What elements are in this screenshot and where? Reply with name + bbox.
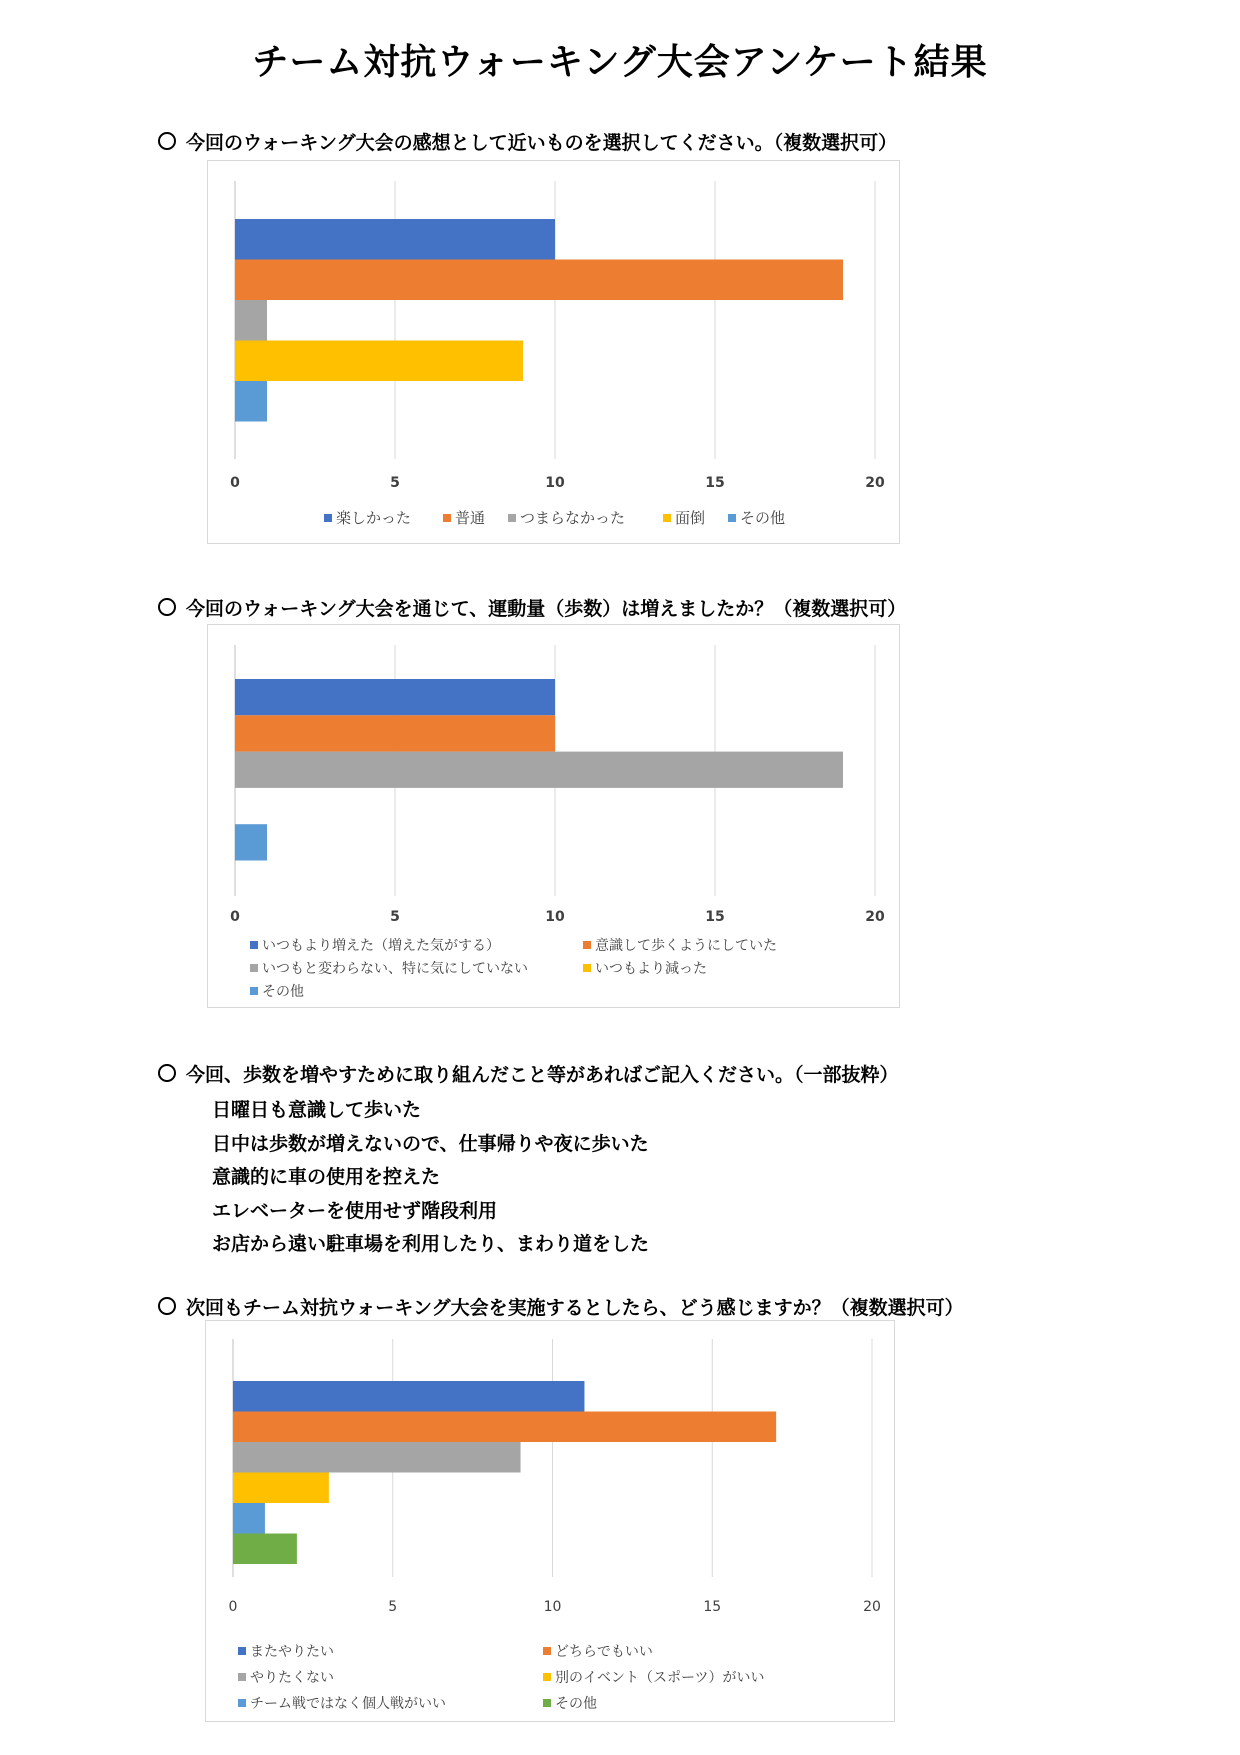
bar-2 (233, 1412, 776, 1443)
legend-swatch (663, 514, 671, 522)
free-answer-item: 日曜日も意識して歩いた (212, 1099, 422, 1121)
legend-label: いつもより減った (595, 961, 707, 977)
bar-5 (235, 824, 267, 860)
legend-label: やりたくない (250, 1670, 334, 1686)
legend-swatch (250, 987, 258, 995)
bar-1 (233, 1381, 584, 1412)
legend-swatch (728, 514, 736, 522)
bar-2 (235, 260, 843, 301)
legend-swatch (583, 964, 591, 972)
bar-3 (235, 752, 843, 788)
free-answers-list (212, 1094, 649, 1262)
legend-label: その他 (262, 984, 304, 1000)
legend-swatch (238, 1699, 246, 1707)
x-tick-label: 10 (545, 909, 565, 925)
bar-6 (233, 1534, 297, 1565)
legend-label: その他 (555, 1696, 597, 1712)
legend-swatch (238, 1647, 246, 1655)
circle-bullet-icon (158, 1297, 176, 1315)
x-tick-label: 10 (543, 1599, 562, 1615)
bar-1 (235, 679, 555, 715)
legend-swatch (324, 514, 332, 522)
legend-label: その他 (740, 509, 786, 527)
question-2-text: 今回のウォーキング大会を通じて、運動量（歩数）は増えましたか？（複数選択可） (186, 598, 907, 620)
legend-item (238, 1693, 446, 1713)
chart-feedback (207, 160, 900, 544)
x-tick-label: 15 (705, 909, 725, 925)
legend-label: またやりたい (250, 1644, 334, 1660)
circle-bullet-icon (158, 132, 176, 150)
question-1 (158, 128, 897, 155)
legend-swatch (508, 514, 516, 522)
legend-swatch (250, 941, 258, 949)
circle-bullet-icon (158, 1064, 176, 1082)
legend-swatch (238, 1673, 246, 1681)
question-3 (158, 1060, 899, 1087)
bar-5 (235, 381, 267, 422)
page-title: チーム対抗ウォーキング大会アンケート結果 (252, 42, 988, 83)
legend-label: 意識して歩くようにしていた (595, 938, 777, 954)
x-tick-label: 15 (705, 475, 725, 491)
legend-swatch (583, 941, 591, 949)
bar-2 (235, 715, 555, 751)
legend-swatch (543, 1699, 551, 1707)
chart-next-time (205, 1320, 895, 1722)
legend-swatch (250, 964, 258, 972)
x-tick-label: 5 (388, 1599, 398, 1615)
free-answer-item: エレベーターを使用せず階段利用 (212, 1199, 498, 1222)
x-tick-label: 20 (865, 475, 885, 491)
bar-3 (235, 300, 267, 341)
x-tick-label: 20 (863, 1599, 881, 1615)
bar-5 (233, 1503, 265, 1534)
legend-label: チーム戦ではなく個人戦がいい (250, 1696, 446, 1712)
chart-step-change (207, 624, 900, 1008)
question-4 (158, 1293, 964, 1320)
legend-item (583, 935, 777, 955)
legend-item (728, 507, 785, 528)
x-tick-label: 20 (865, 909, 885, 925)
question-1-text: 今回のウォーキング大会の感想として近いものを選択してください。（複数選択可） (186, 132, 898, 154)
x-tick-label: 5 (390, 475, 400, 491)
chart-feedback-plot (208, 161, 899, 543)
legend-item (238, 1667, 334, 1687)
legend-label: 面倒 (675, 509, 706, 527)
legend-item (250, 981, 304, 1001)
legend-swatch (543, 1647, 551, 1655)
legend-swatch (543, 1673, 551, 1681)
bar-3 (233, 1442, 521, 1473)
legend-item (543, 1693, 597, 1713)
legend-swatch (443, 514, 451, 522)
circle-bullet-icon (158, 598, 176, 616)
bar-4 (233, 1473, 329, 1504)
x-tick-label: 0 (228, 1599, 238, 1615)
legend-label: 普通 (455, 509, 486, 527)
free-answer-item: 意識的に車の使用を控えた (212, 1166, 441, 1188)
legend-item (443, 507, 485, 528)
legend-item (250, 935, 500, 955)
chart-next-time-plot (206, 1321, 894, 1721)
legend-label: いつもと変わらない、特に気にしていない (262, 961, 528, 977)
legend-item (543, 1667, 764, 1687)
bar-4 (235, 341, 523, 382)
legend-label: 楽しかった (336, 509, 412, 527)
x-tick-label: 0 (230, 909, 240, 925)
question-4-text: 次回もチーム対抗ウォーキング大会を実施するとしたら、どう感じますか？（複数選択可） (186, 1297, 964, 1319)
x-tick-label: 5 (390, 909, 400, 925)
legend-label: 別のイベント（スポーツ）がいい (555, 1670, 765, 1686)
legend-item (583, 958, 707, 978)
legend-item (543, 1641, 653, 1661)
bar-1 (235, 219, 555, 260)
legend-item (508, 507, 625, 528)
legend-item (663, 507, 705, 528)
legend-label: つまらなかった (520, 509, 626, 527)
legend-item (238, 1641, 334, 1661)
free-answer-item: 日中は歩数が増えないので、仕事帰りや夜に歩いた (212, 1132, 649, 1155)
question-2 (158, 594, 906, 621)
legend-item (250, 958, 528, 978)
question-3-text: 今回、歩数を増やすために取り組んだこと等があればご記入ください。（一部抜粋） (186, 1064, 899, 1086)
legend-label: いつもより増えた（増えた気がする） (262, 938, 500, 954)
free-answer-item: お店から遠い駐車場を利用したり、まわり道をした (212, 1233, 650, 1255)
legend-item (324, 507, 411, 528)
x-tick-label: 0 (230, 475, 240, 491)
x-tick-label: 15 (703, 1599, 722, 1615)
x-tick-label: 10 (545, 475, 565, 491)
legend-label: どちらでもいい (555, 1644, 653, 1660)
